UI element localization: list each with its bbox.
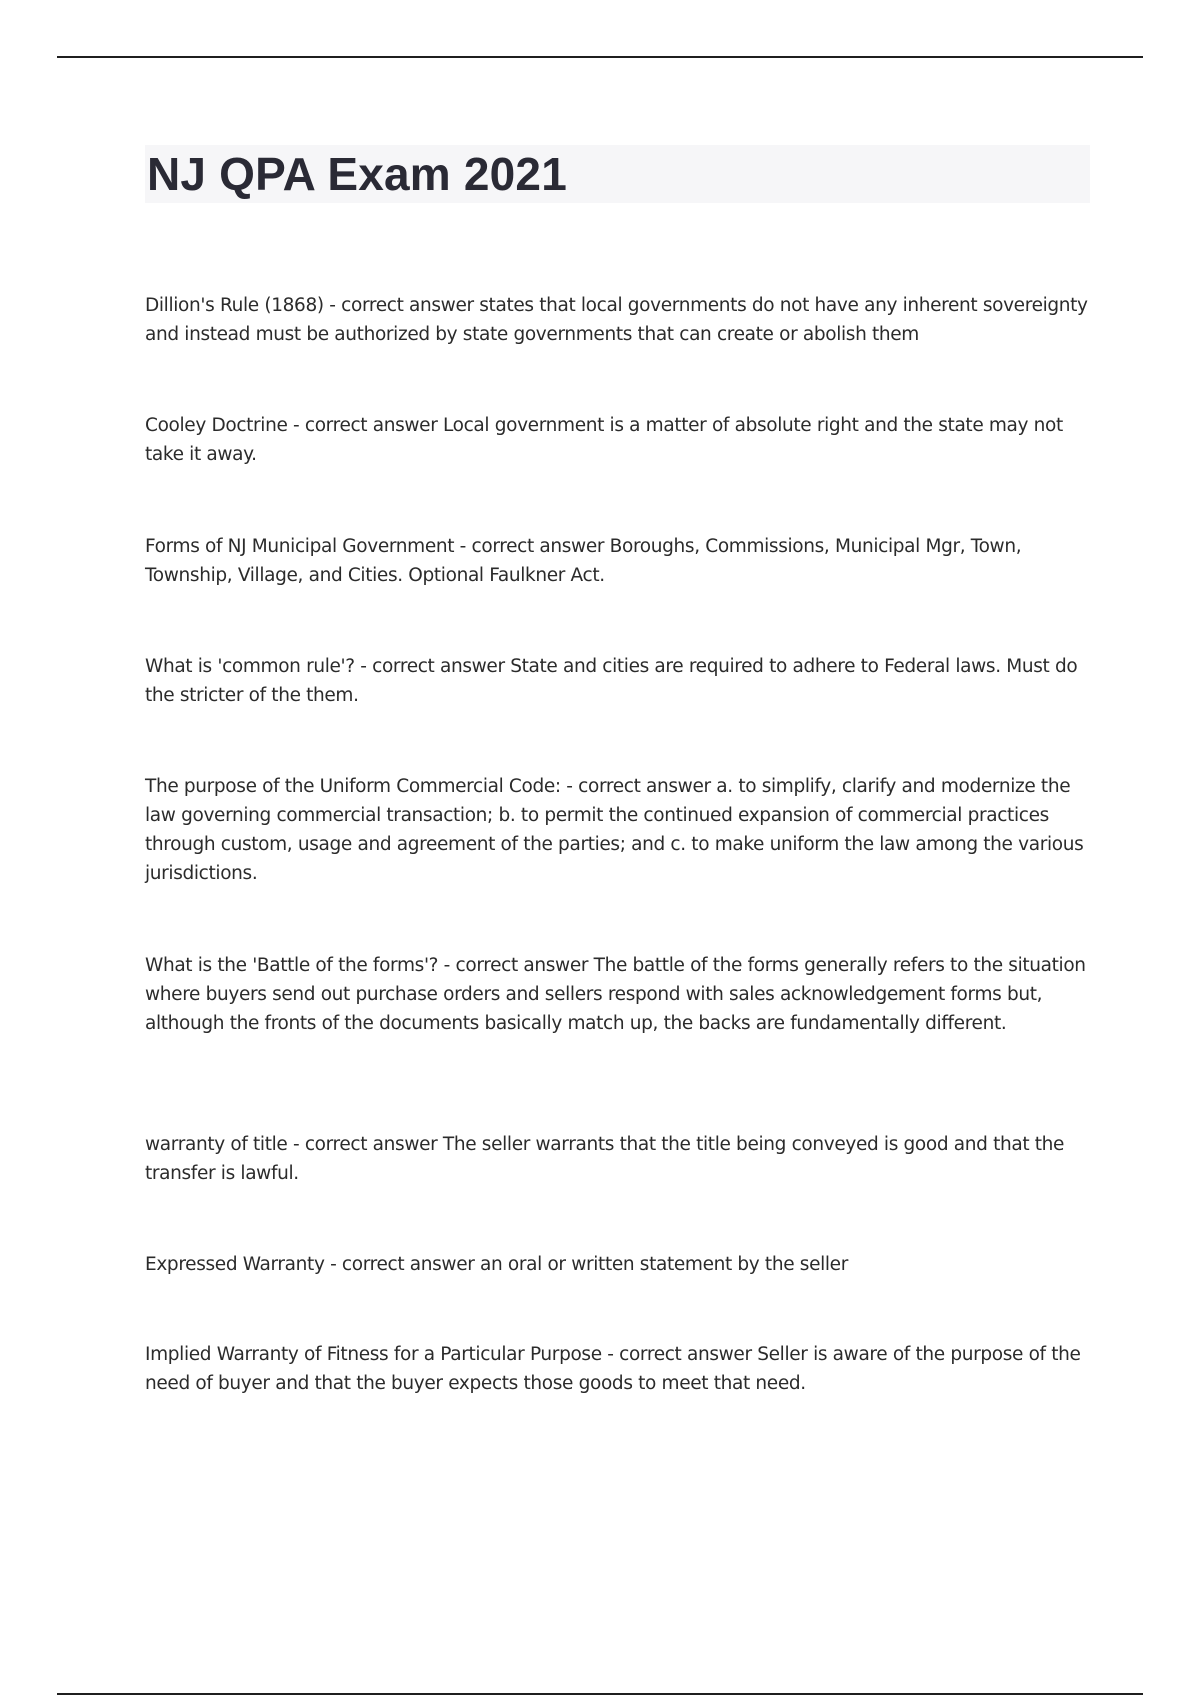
qa-entry-ucc-purpose: The purpose of the Uniform Commercial Code: - correct answer a. to simplify, clarify and modernize the law governing commercial transaction; b. to permit the continued expansion of commercial practices through custom, usage and agreement of the parties; and c. to make uniform the law among the various jurisdictions. — [145, 776, 1084, 884]
qa-entry-cooley-doctrine: Cooley Doctrine - correct answer Local government is a matter of absolute right and the state may not take it away. — [145, 415, 1063, 465]
qa-entry-battle-of-forms: What is the 'Battle of the forms'? - correct answer The battle of the forms generally refers to the situation where buyers send out purchase orders and sellers respond with sales acknowledgement forms but, although the fronts of the documents basically match up, the backs are fundamentally different. — [145, 955, 1086, 1034]
qa-entry-dillions-rule: Dillion's Rule (1868) - correct answer states that local governments do not have any inherent sovereignty and instead must be authorized by state governments that can create or abolish them — [145, 295, 1088, 345]
qa-entry-implied-warranty: Implied Warranty of Fitness for a Particular Purpose - correct answer Seller is aware of the purpose of the need of buyer and that the buyer expects those goods to meet that need. — [145, 1344, 1081, 1394]
qa-entry-forms-of-government: Forms of NJ Municipal Government - correct answer Boroughs, Commissions, Municipal Mgr, Town, Township, Village, and Cities. Optional Faulkner Act. — [145, 536, 1022, 586]
document-title: NJ QPA Exam 2021 — [147, 148, 567, 200]
qa-entry-expressed-warranty: Expressed Warranty - correct answer an oral or written statement by the seller — [145, 1254, 848, 1275]
qa-entry-common-rule: What is 'common rule'? - correct answer State and cities are required to adhere to Federal laws. Must do the stricter of the them. — [145, 656, 1078, 706]
qa-entry-warranty-of-title: warranty of title - correct answer The seller warrants that the title being conveyed is good and that the transfer is lawful. — [145, 1134, 1065, 1184]
top-rule — [57, 56, 1143, 58]
bottom-rule — [57, 1693, 1143, 1695]
